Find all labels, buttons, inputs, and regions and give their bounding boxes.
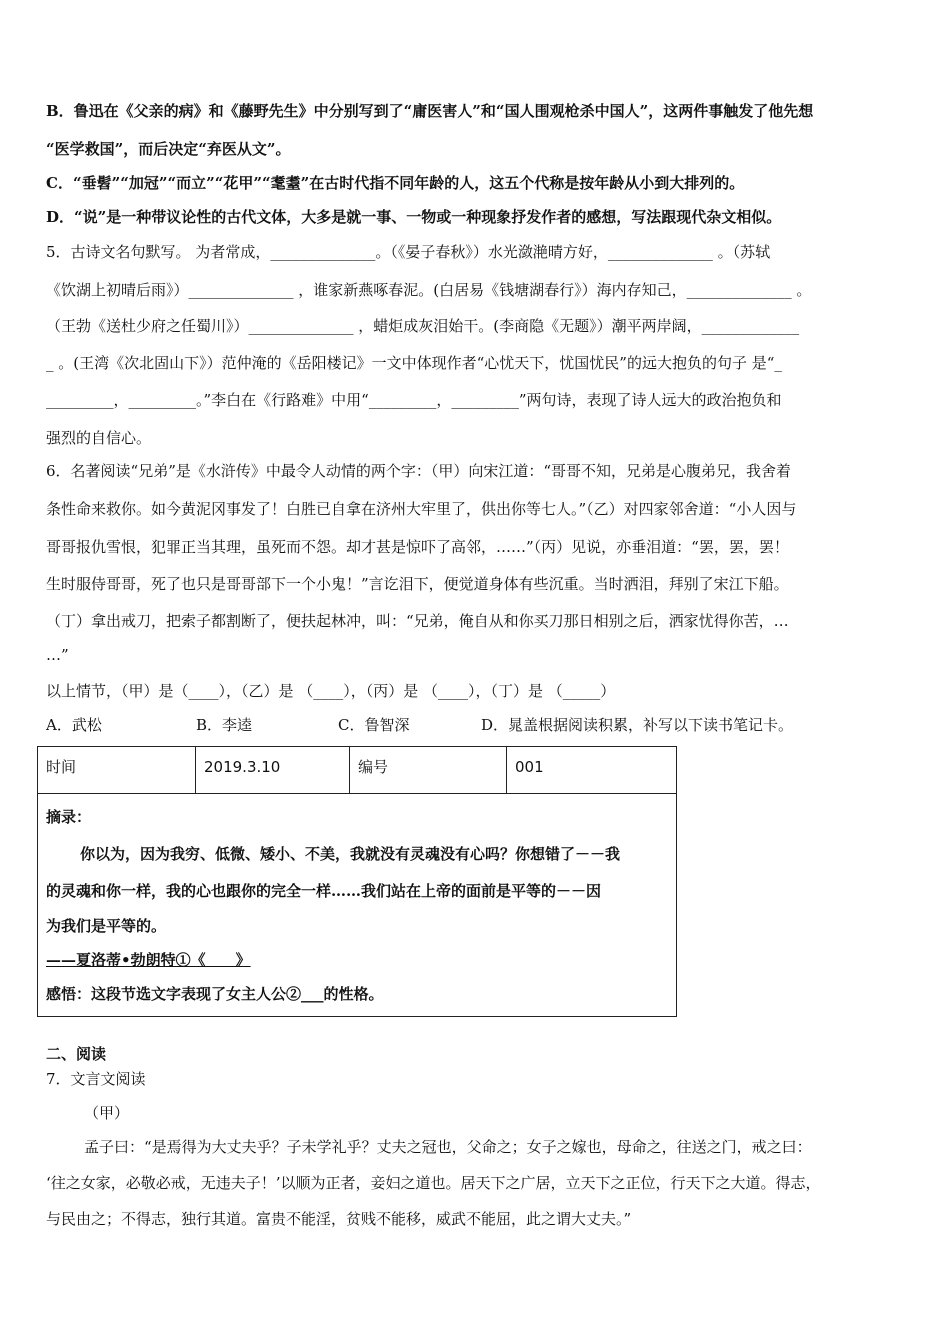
question-6-line-4: 生时服侍哥哥，死了也只是哥哥部下一个小鬼！”言讫泪下，便觉道身体有些沉重。当时洒泪，拜别了宋江下船。 bbox=[46, 575, 789, 593]
question-6-line-2: 条性命来救你。如今黄泥冈事发了！白胜已自拿在济州大牢里了，供出你等七人。”（乙）对四家邻舍道：“小人因与 bbox=[46, 500, 797, 518]
excerpt-line-3: 为我们是平等的。 bbox=[46, 917, 167, 935]
section-2-heading: 二、阅读 bbox=[46, 1045, 107, 1063]
question-5-line-3: （王勃《送杜少府之任蜀川》）______________ ，蜡炬成灰泪始干。(李商隐《无题》）潮平两岸阔，_____________ bbox=[46, 317, 800, 335]
question-6-line-1: 6．名著阅读“兄弟”是《水浒传》中最令人动情的两个字：（甲）向宋江道：“哥哥不知，兄弟是心腹弟兄，我舍着 bbox=[46, 462, 792, 480]
question-5-line-4: _ 。(王湾《次北固山下》）范仲淹的《岳阳楼记》一文中体现作者“心忧天下，忧国忧民”的远大抱负的句子 是“_ bbox=[46, 354, 782, 372]
option-c-line: C．“垂髫”“加冠”“而立”“花甲”“耄耋”在古时代指不同年龄的人，这五个代称是按年龄从小到大排列的。 bbox=[46, 174, 745, 192]
question-5-line-6: 强烈的自信心。 bbox=[46, 429, 152, 447]
option-a: A．武松 bbox=[46, 716, 102, 734]
question-6-line-7: 以上情节，（甲）是（____），（乙）是 （____），（丙）是 （____），（丁）是 （_____） bbox=[46, 682, 616, 700]
passage-jia-label: （甲） bbox=[84, 1104, 130, 1122]
excerpt-line-1: 你以为，因为我穷、低微、矮小、不美，我就没有灵魂没有心吗？你想错了－－我 bbox=[80, 845, 621, 863]
time-label: 时间 bbox=[38, 747, 196, 794]
option-b-line-1: B．鲁迅在《父亲的病》和《藤野先生》中分别写到了“庸医害人”和“国人围观枪杀中国人”，这两件事触发了他先想 bbox=[46, 102, 814, 120]
question-7-title: 7．文言文阅读 bbox=[46, 1070, 146, 1088]
option-b: B．李逵 bbox=[196, 716, 253, 734]
card-body bbox=[38, 794, 677, 1017]
excerpt-line-2: 的灵魂和你一样，我的心也跟你的完全一样……我们站在上帝的面前是平等的－－因 bbox=[46, 882, 602, 900]
question-6-line-6: …” bbox=[46, 646, 69, 664]
question-6-line-3: 哥哥报仇雪恨，犯罪正当其理，虽死而不怨。却才甚是惊吓了高邻，……”（丙）见说，亦垂泪道：“罢，罢，罢！ bbox=[46, 538, 789, 556]
number-label: 编号 bbox=[350, 747, 507, 794]
question-6-line-5: （丁）拿出戒刀，把索子都割断了，便扶起林冲，叫：“兄弟，俺自从和你买刀那日相别之后，洒家忧得你苦，… bbox=[46, 612, 789, 630]
question-5-line-2: 《饮湖上初晴后雨》）______________ ，谁家新燕啄春泥。(白居易《钱塘湖春行》）海内存知己，______________ 。 bbox=[46, 281, 812, 299]
option-b-line-2: “医学救国”，而后决定“弃医从文”。 bbox=[46, 140, 291, 158]
question-5-line-1: 5．古诗文名句默写。 为者常成，______________。（《晏子春秋》）水光潋滟晴方好，______________ 。（苏轼 bbox=[46, 243, 771, 261]
option-d: D．晁盖根据阅读积累，补写以下读书笔记卡。 bbox=[481, 716, 794, 734]
reading-note-card bbox=[37, 746, 677, 1017]
answer-options bbox=[46, 715, 793, 735]
time-value: 2019.3.10 bbox=[196, 747, 350, 794]
card-feeling: 感悟：这段节选文字表现了女主人公②___的性格。 bbox=[46, 985, 384, 1003]
excerpt-author: ——夏洛蒂•勃朗特①《 》 bbox=[46, 951, 251, 969]
option-c: C．鲁智深 bbox=[338, 716, 410, 734]
question-5-line-5: _________，_________。”李白在《行路难》中用“_________，_________”两句诗，表现了诗人远大的政治抱负和 bbox=[46, 391, 782, 409]
option-d-line: D．“说”是一种带议论性的古代文体，大多是就一事、一物或一种现象抒发作者的感想，写法跟现代杂文相似。 bbox=[46, 208, 782, 226]
number-value: 001 bbox=[507, 747, 677, 794]
passage-line-1: 孟子曰：“是焉得为大丈夫乎？子未学礼乎？丈夫之冠也，父命之；女子之嫁也，母命之，往送之门，戒之曰： bbox=[84, 1138, 812, 1156]
excerpt-label: 摘录： bbox=[46, 808, 92, 826]
passage-line-3: 与民由之；不得志，独行其道。富贵不能淫，贫贱不能移，威武不能屈，此之谓大丈夫。” bbox=[46, 1210, 632, 1228]
passage-line-2: ‘往之女家，必敬必戒，无违夫子！’以顺为正者，妾妇之道也。居天下之广居，立天下之正位，行天下之大道。得志， bbox=[46, 1174, 821, 1192]
